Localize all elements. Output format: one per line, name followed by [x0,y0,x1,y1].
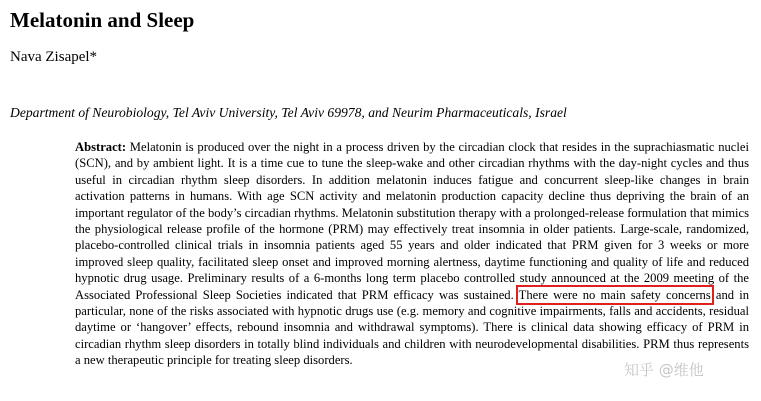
abstract-text-before: Melatonin is produced over the night in a process driven by the circadian clock that resides in the suprachiasmatic nuclei (SCN), and by ambient light. It is a time cue to tune the sleep-wake and other circadian rhythms with the day-night cycles and thus useful in circadian rhythm sleep disorders. In addition melatonin induces fatigue and concurrent sleep-like changes in brain activation patterns in humans. With age SCN activity and melatonin production capacity decline thus depriving the brain of an important regulator of the body’s circadian rhythms. Melatonin substitution therapy with a prolonged-release formulation that mimics the physiological release profile of the hormone (PRM) may effectively treat insomnia in older patients. Large-scale, randomized, placebo-controlled clinical trials in insomnia patients aged 55 years and older indicated that PRM given for 3 weeks or more improved sleep quality, facilitated sleep onset and improved morning alertness, daytime functioning and quality of life and reduced hypnotic drug usage. Preliminary results of a 6-months long term placebo controlled study announced at the 2009 meeting of the Associated Professional Sleep Societies indicated that PRM efficacy was sustained. [75,140,749,302]
abstract-paragraph [75,139,749,369]
highlighted-safety-phrase: There were no main safety concerns [518,287,711,302]
author-name: Nava Zisapel* [10,49,98,65]
paper-title: Melatonin and Sleep [10,8,195,32]
abstract-text-after: and in particular, none of the risks associated with hypnotic drugs use (e.g. memory and cognitive impairments, falls and accidents, residual daytime or ‘hangover’ effects, rebound insomnia and withdrawal symptoms). There is clinical data showing efficacy of PRM in circadian rhythm sleep disorders in totally blind individuals and children with neurodevelopmental disabilities. PRM thus represents a new therapeutic principle for treating sleep disorders. [75,287,749,368]
abstract-label: Abstract: [75,140,127,154]
author-affiliation: Department of Neurobiology, Tel Aviv University, Tel Aviv 69978, and Neurim Pharmaceuticals, Israel [10,105,567,120]
zhihu-watermark: 知乎 @维他 [624,361,704,379]
